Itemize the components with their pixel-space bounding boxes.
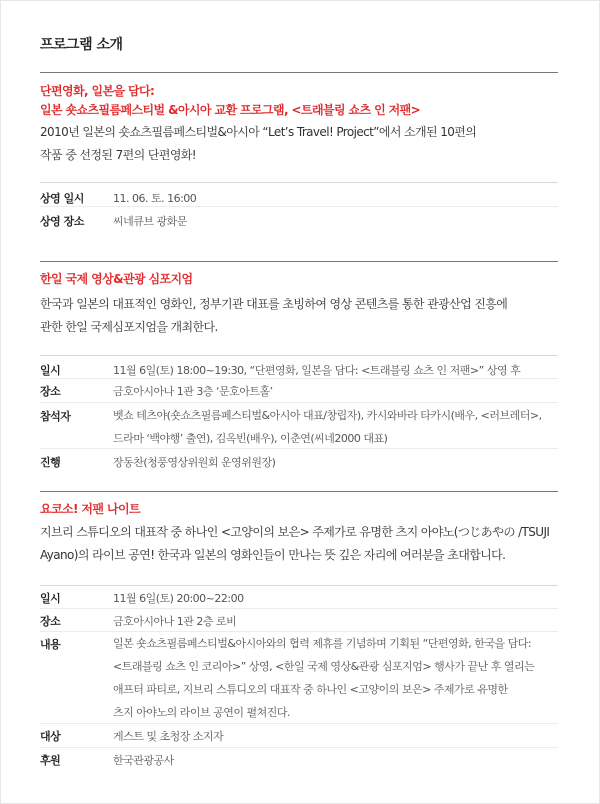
info-value: 벳쇼 테츠야(숏쇼츠필름페스티벌&아시아 대표/창립자), 카시와바라 타카시(배우, <러브레터>, 드라마 ‘백야행’ 출연), 김옥빈(배우), 이춘연(씨네2000 대표) [113,403,558,449]
info-row-audience [40,724,558,748]
section-description: 한국과 일본의 대표적인 영화인, 정부기관 대표를 초빙하여 영상 콘텐츠를 통한 관광산업 진흥에 관한 한일 국제심포지엄을 개최한다. [40,297,508,334]
info-table [40,182,558,229]
info-row-venue [40,609,558,632]
section-heading: 요코소! 저팬 나이트 [40,502,140,516]
section-subheading: 일본 숏쇼츠필름페스티벌 &아시아 교환 프로그램, <트래블링 쇼츠 인 저팬> [40,103,421,117]
info-label: 일시 [40,586,113,609]
info-value: 씨네큐브 광화문 [113,207,558,230]
info-value: 금호아시아나 1관 3층 ‘문호아트홀’ [113,379,558,403]
info-row-screening-venue [40,207,558,230]
info-row-content [40,632,558,724]
info-row-attendees [40,403,558,449]
info-label: 참석자 [40,403,113,449]
section-description: 지브리 스튜디오의 대표작 중 하나인 <고양이의 보은> 주제가로 유명한 츠지 아야노(つじあやの /TSUJI Ayano)의 라이브 공연! 한국과 일본의 영화인들이 만나는 뜻 깊은 자리에 여러분을 초대합니다. [40,525,550,562]
info-value: 11월 6일(토) 20:00~22:00 [113,586,558,609]
info-label: 상영 일시 [40,183,113,207]
info-row-venue [40,379,558,403]
info-value: 한국관광공사 [113,748,558,771]
info-value: 장동찬(청풍영상위원회 운영위원장) [113,449,558,471]
info-label: 상영 장소 [40,207,113,230]
section-divider [40,491,558,492]
info-label: 후원 [40,748,113,771]
info-label: 일시 [40,356,113,379]
info-label: 장소 [40,379,113,403]
info-label: 내용 [40,632,113,724]
info-row-sponsor [40,748,558,771]
info-value: 11월 6일(토) 18:00~19:30, “단편영화, 일본을 담다: <트래블링 쇼츠 인 저팬>” 상영 후 [113,356,558,379]
info-table [40,355,558,470]
section-symposium [40,261,558,470]
info-label: 장소 [40,609,113,632]
info-row-date [40,586,558,609]
section-divider [40,72,558,73]
info-row-screening-time [40,183,558,207]
info-value: 금호아시아나 1관 2층 로비 [113,609,558,632]
info-label: 진행 [40,449,113,471]
section-heading: 단편영화, 일본을 담다: [40,84,155,98]
section-short-films [40,72,558,229]
info-table [40,585,558,770]
section-description: 2010년 일본의 숏쇼츠필름페스티벌&아시아 “Let’s Travel! Project”에서 소개된 10편의 작품 중 선정된 7편의 단편영화! [40,125,477,162]
info-value: 11. 06. 토. 16:00 [113,183,558,207]
info-label: 대상 [40,724,113,748]
info-value: 일본 숏쇼츠필름페스티벌&아시아와의 협력 제휴를 기념하며 기획된 “단편영화, 한국을 담다: <트래블링 쇼츠 인 코리아>” 상영, <한일 국제 영상&관광 심포지엄> 행사가 끝난 후 열리는 애프터 파티로, 지브리 스튜디오의 대표작 중 하나인 <고양이의 보은> 주제가로 유명한 츠지 아야노의 라이브 공연이 펼쳐진다. [113,632,558,724]
page-title: 프로그램 소개 [40,37,123,53]
section-heading: 한일 국제 영상&관광 심포지엄 [40,272,193,286]
section-divider [40,261,558,262]
info-value: 게스트 및 초청장 소지자 [113,724,558,748]
info-row-date [40,356,558,379]
info-row-host [40,449,558,471]
section-japan-night [40,491,558,770]
